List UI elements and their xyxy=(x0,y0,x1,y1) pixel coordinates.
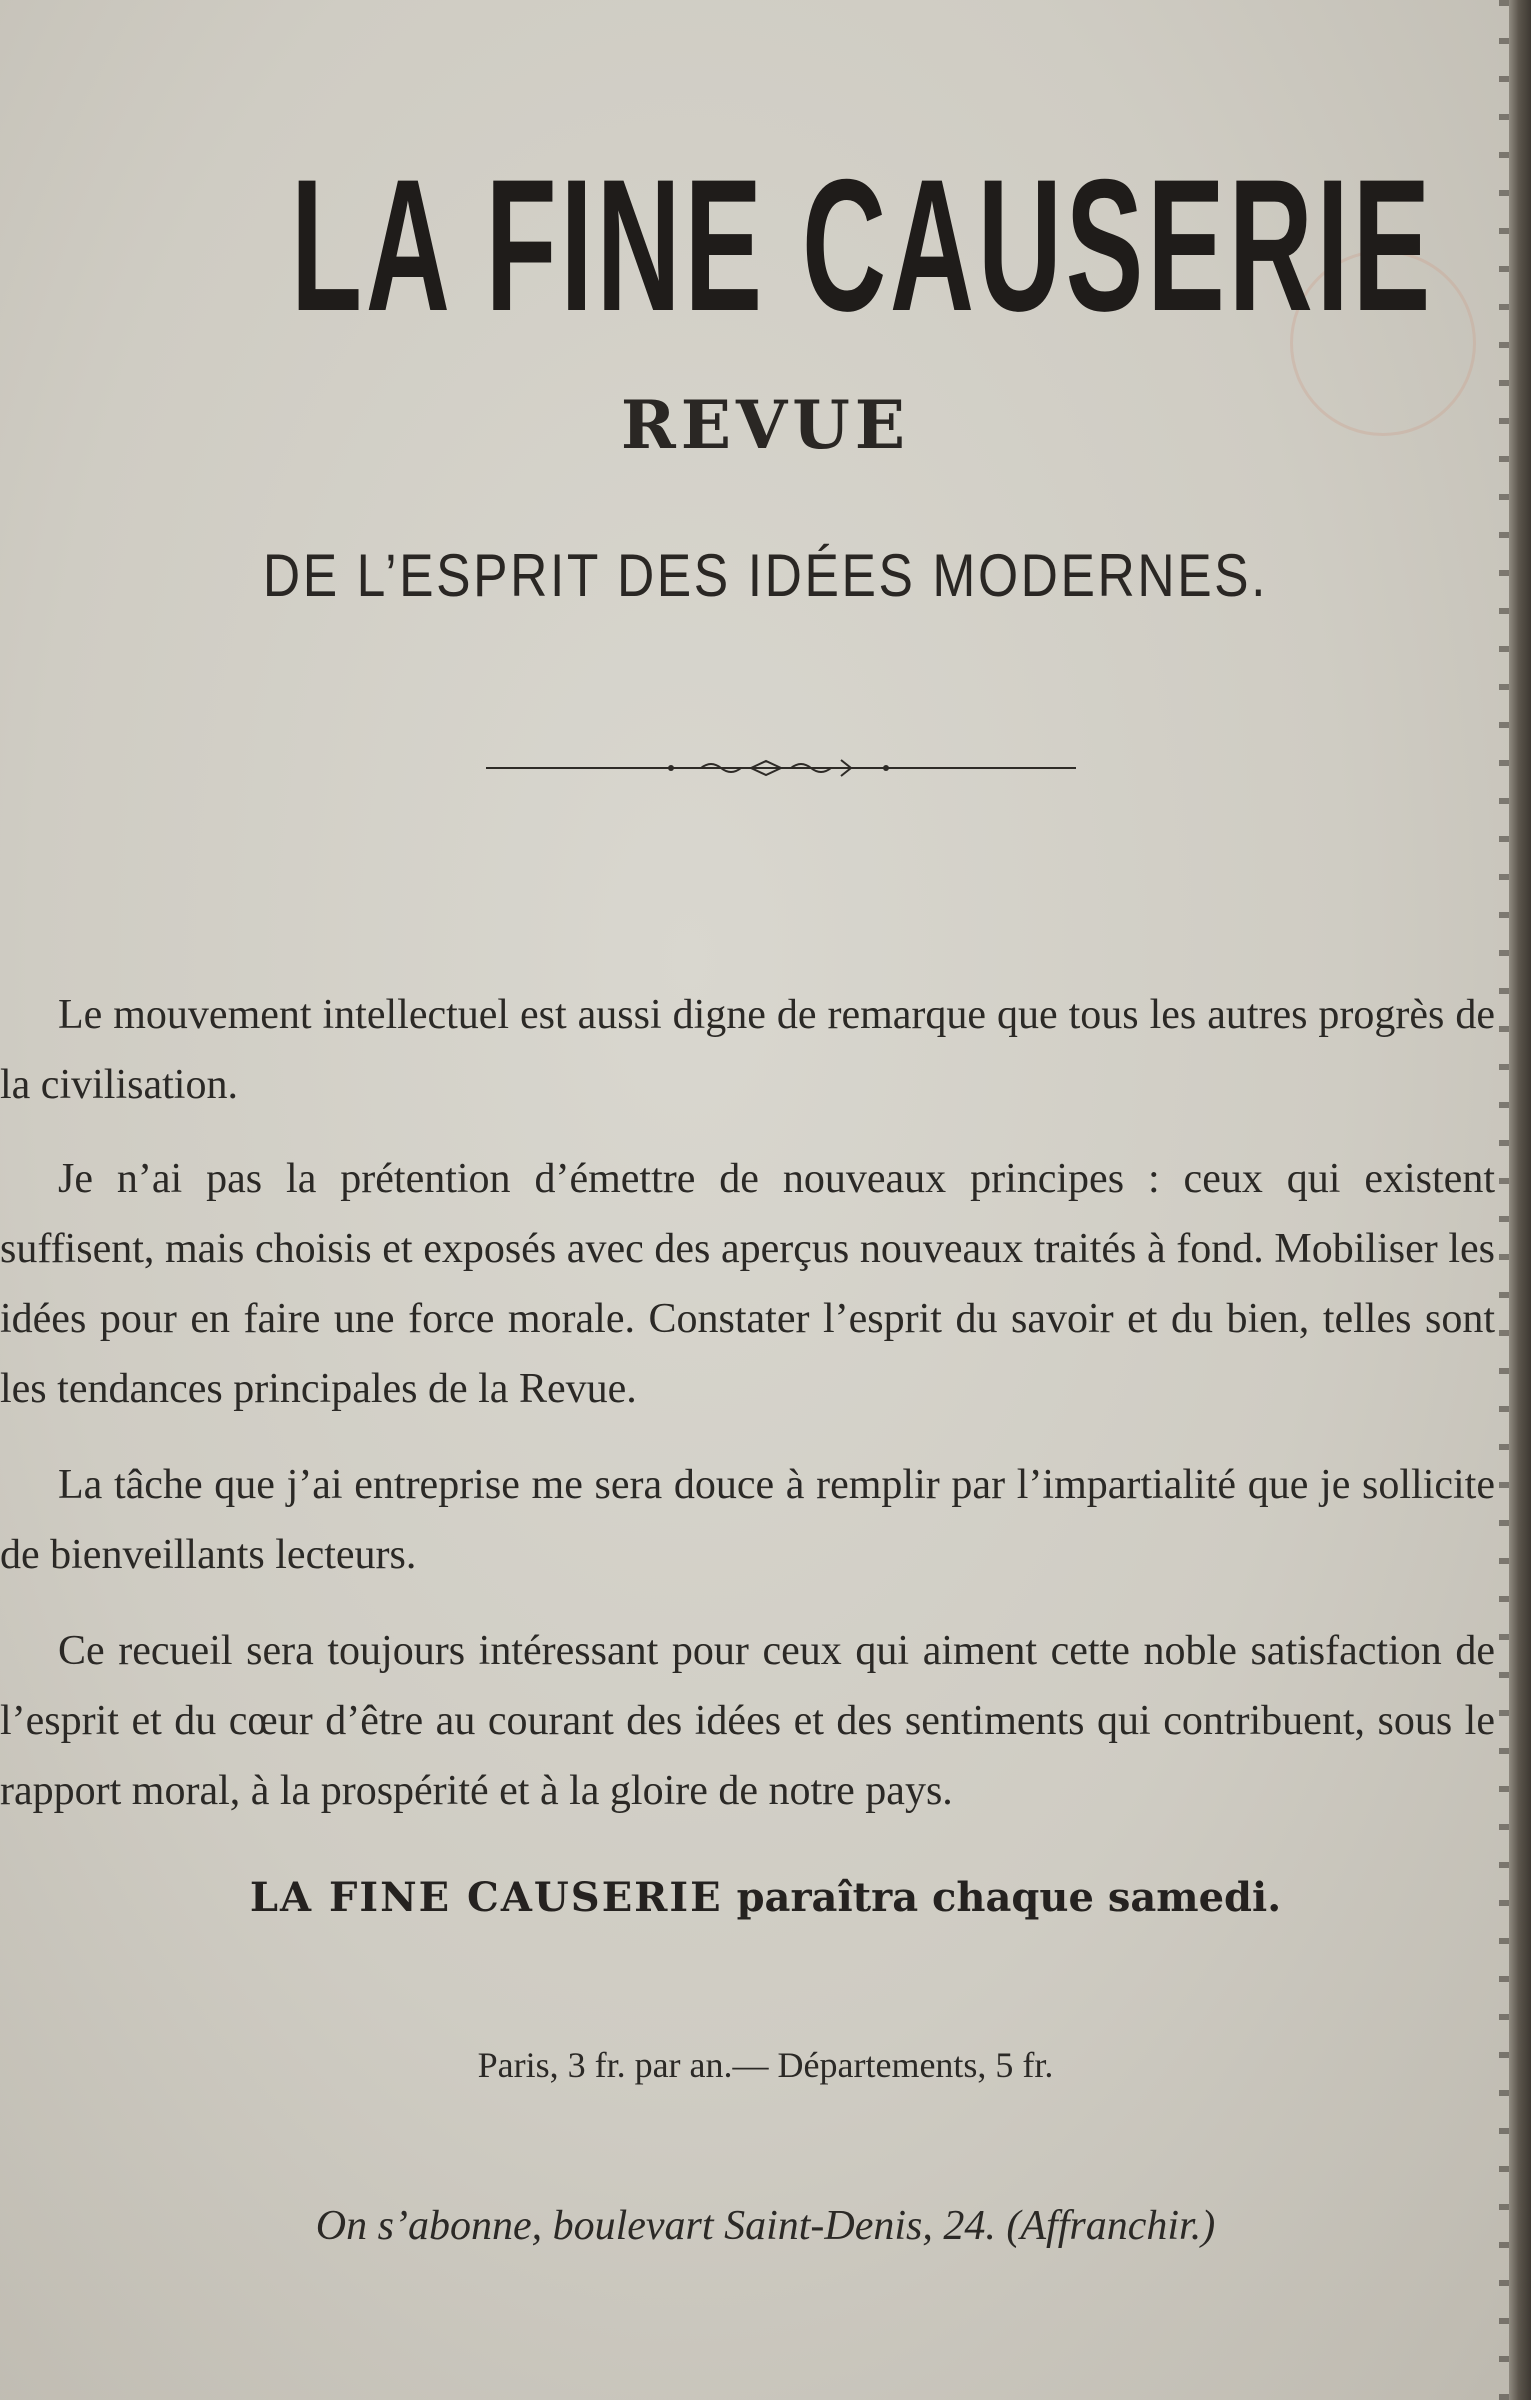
body-text xyxy=(0,980,1495,1852)
paragraph-4: Ce recueil sera toujours intéressant pour ceux qui aiment cette noble satisfaction de l’esprit et du cœur d’être au courant des idées et des sentiments qui contribuent, sous le rapport moral, à la prospérité et à la gloire de notre pays. xyxy=(0,1628,1495,1814)
subscription-address: On s’abonne, boulevart Saint-Denis, 24. (Affranchir.) xyxy=(315,2203,1216,2249)
paragraph-1: Le mouvement intellectuel est aussi digne de remarque que tous les autres progrès de la civilisation. xyxy=(0,992,1495,1108)
subscription-price: Paris, 3 fr. par an.— Départements, 5 fr. xyxy=(477,2045,1054,2085)
ornamental-rule-icon xyxy=(486,748,1076,788)
ornamental-rule xyxy=(486,748,1076,788)
notice-title: LA FINE CAUSERIE xyxy=(249,1874,723,1921)
masthead-subtitle: REVUE xyxy=(620,386,911,464)
notice-text: paraîtra chaque samedi. xyxy=(736,1874,1282,1921)
masthead-title: LA FINE CAUSERIE xyxy=(290,140,1435,350)
paragraph-3: La tâche que j’ai entreprise me sera douce à remplir par l’impartialité que je sollicite de bienveillants lecteurs. xyxy=(0,1462,1495,1578)
publication-notice xyxy=(0,1870,1531,1926)
paragraph-2: Je n’ai pas la prétention d’émettre de nouveaux principes : ceux qui existent suffisent, mais choisis et exposés avec des aperçus nouveaux traités à fond. Mobiliser les idées pour en faire une force morale. Constater l’esprit du savoir et du bien, telles sont les tendances principales de la Revue. xyxy=(0,1156,1495,1412)
masthead-tagline: DE L’ESPRIT DES IDÉES MODERNES. xyxy=(262,542,1269,609)
